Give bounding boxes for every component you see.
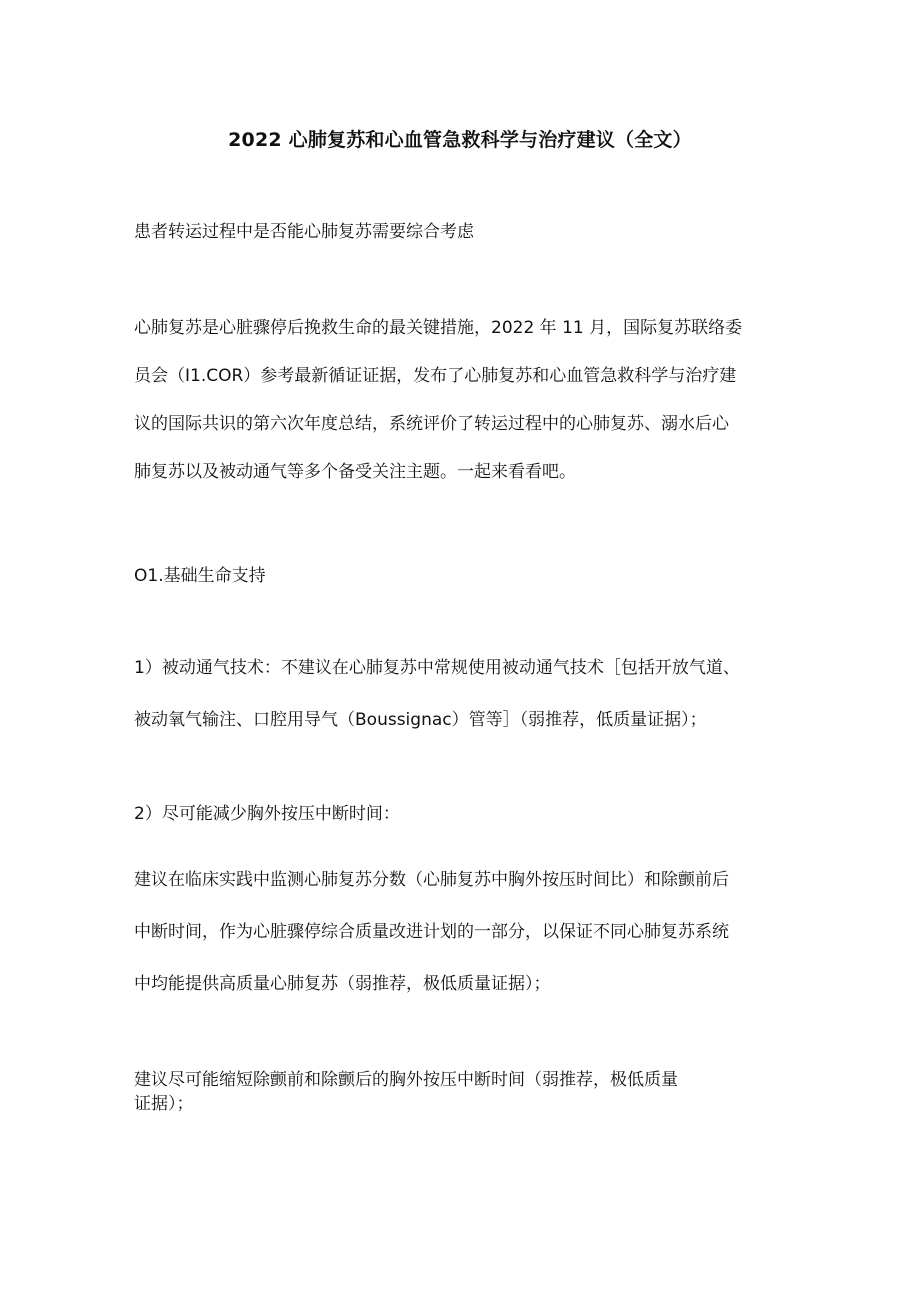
intro-line: 议的国际共识的第六次年度总结，系统评价了转运过程中的心肺复苏、溺水后心 [134,414,729,434]
item2-para2-line: 建议尽可能缩短除颤前和除颤后的胸外按压中断时间（弱推荐，极低质量 [134,1070,678,1090]
item2-para1-line: 中均能提供高质量心肺复苏（弱推荐，极低质量证据）； [134,974,551,994]
intro-line: 员会（I1.COR）参考最新循证证据，发布了心肺复苏和心血管急救科学与治疗建 [134,366,737,386]
subtitle [134,220,804,244]
item1-paragraph [134,642,804,746]
section-heading [134,564,804,588]
item2-paragraph-1 [134,854,804,1010]
item2-paragraph-2 [134,1068,804,1116]
item2-para2-line: 证据）； [134,1094,194,1114]
item1-line: 被动氧气输注、口腔用导气（Boussignac）管等］（弱推荐，低质量证据）； [134,710,707,730]
item2-heading-text: 2）尽可能减少胸外按压中断时间： [134,804,400,824]
item2-para1-line: 中断时间，作为心脏骤停综合质量改进计划的一部分，以保证不同心肺复苏系统 [134,922,729,942]
intro-line: 心肺复苏是心脏骤停后挽救生命的最关键措施，2022 年 11 月，国际复苏联络委 [134,318,743,338]
document-title: 2022 心肺复苏和心血管急救科学与治疗建议（全文） [228,129,692,151]
item2-para1-line: 建议在临床实践中监测心肺复苏分数（心肺复苏中胸外按压时间比）和除颤前后 [134,870,729,890]
section-heading-text: O1.基础生命支持 [134,566,266,586]
subtitle-text: 患者转运过程中是否能心肺复苏需要综合考虑 [134,222,474,242]
intro-line: 肺复苏以及被动通气等多个备受关注主题。一起来看看吧。 [134,462,576,482]
item2-heading [134,802,804,826]
item1-line: 1）被动通气技术：不建议在心肺复苏中常规使用被动通气技术［包括开放气道、 [134,658,740,678]
intro-paragraph [134,304,804,496]
